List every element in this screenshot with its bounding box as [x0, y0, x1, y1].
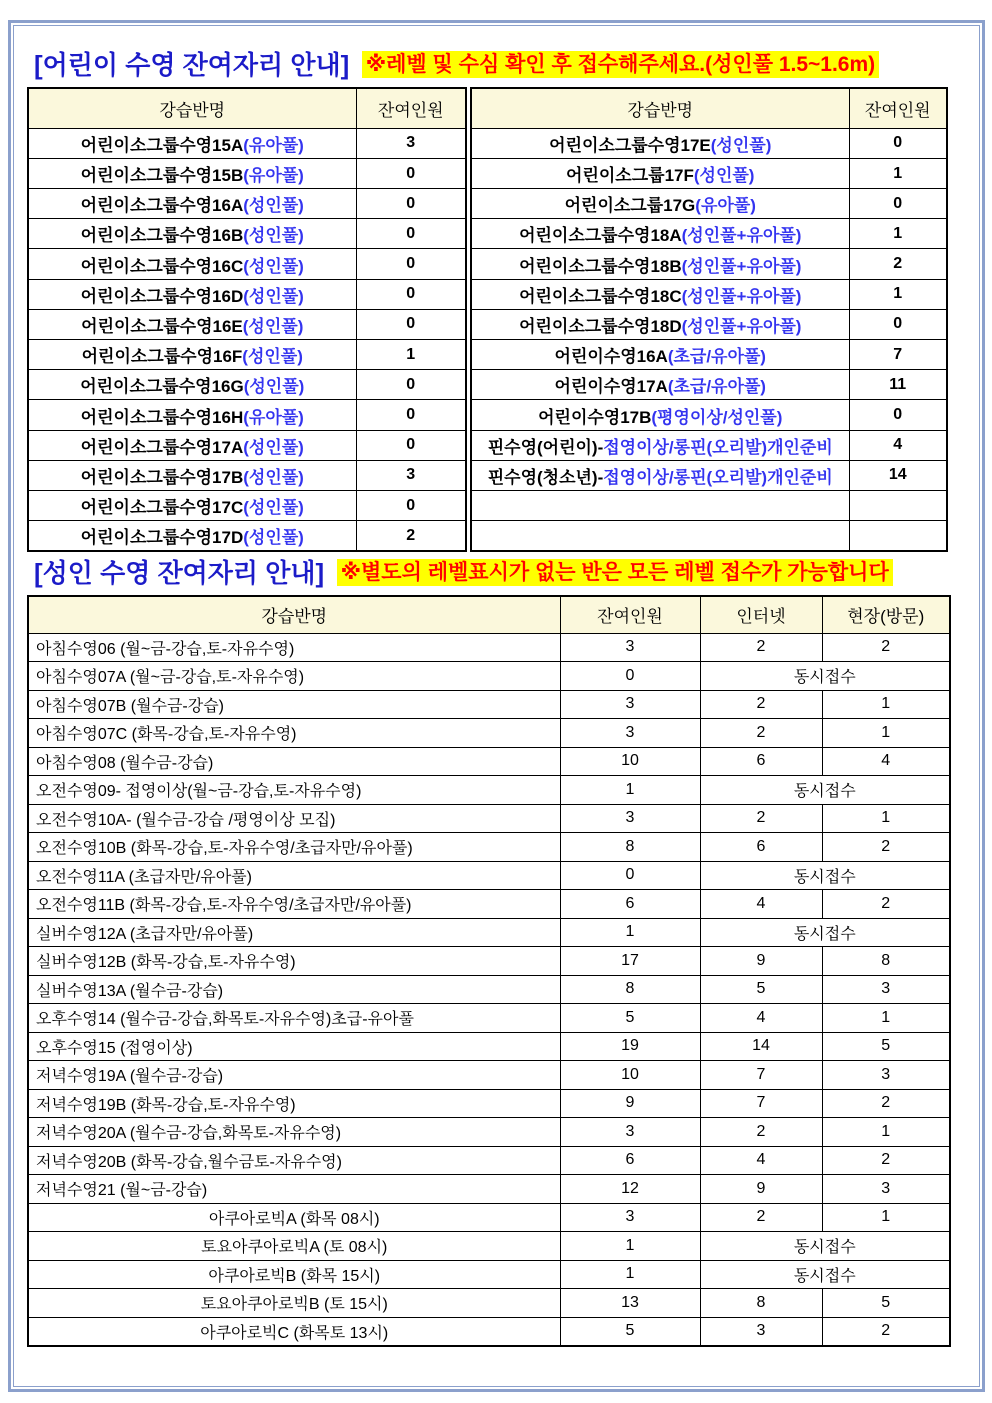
table-row — [471, 189, 947, 219]
children-section-note: ※레벨 및 수심 확인 후 접수해주세요.(성인풀 1.5~1.6m) — [362, 51, 879, 78]
table-row — [28, 1118, 950, 1147]
class-name-black-part: 어린이소그룹수영18D — [519, 316, 682, 336]
table-row — [471, 521, 947, 551]
internet-count-cell: 3 — [700, 1317, 822, 1346]
table-row — [28, 1146, 950, 1175]
class-name-cell: 실버수영12A (초급자만/유아풀) — [28, 918, 560, 947]
table-row — [471, 158, 947, 188]
class-name-black-part: 어린이소그룹수영17A — [80, 437, 244, 457]
class-name-cell — [471, 128, 849, 158]
class-name-cell — [471, 370, 849, 400]
remaining-count-cell: 0 — [560, 861, 700, 890]
class-name-cell — [28, 189, 356, 219]
internet-count-cell: 2 — [700, 1118, 822, 1147]
remaining-count-cell: 3 — [560, 633, 700, 662]
table-row — [28, 804, 950, 833]
class-name-cell — [28, 521, 356, 551]
class-name-header: 강습반명 — [28, 596, 560, 633]
table-row — [28, 633, 950, 662]
class-pool-blue-part: (성인풀) — [243, 498, 304, 518]
class-pool-blue-part: (유아풀) — [243, 135, 304, 155]
onsite-count-cell: 5 — [822, 1032, 950, 1061]
class-name-black-part: 어린이소그룹수영16C — [80, 256, 244, 276]
table-row — [471, 309, 947, 339]
class-name-cell — [28, 340, 356, 370]
table-row — [471, 400, 947, 430]
onsite-count-cell: 2 — [822, 890, 950, 919]
table-row — [28, 1317, 950, 1346]
table-row — [28, 1289, 950, 1318]
simultaneous-registration-cell: 동시접수 — [700, 662, 950, 691]
class-name-black-part: 어린이소그룹수영18C — [519, 286, 682, 306]
class-name-cell: 오전수영11A (초급자만/유아풀) — [28, 861, 560, 890]
class-name-cell: 오전수영11B (화목-강습,토-자유수영/초급자만/유아풀) — [28, 890, 560, 919]
remaining-count-cell: 3 — [356, 128, 466, 158]
class-name-cell — [28, 219, 356, 249]
table-row — [28, 776, 950, 805]
table-row — [28, 309, 466, 339]
class-name-cell: 실버수영13A (월수금-강습) — [28, 975, 560, 1004]
onsite-count-cell: 3 — [822, 975, 950, 1004]
onsite-header: 현장(방문) — [822, 596, 950, 633]
simultaneous-registration-cell: 동시접수 — [700, 776, 950, 805]
internet-count-cell: 2 — [700, 690, 822, 719]
class-pool-blue-part: (성인풀) — [243, 528, 304, 548]
remaining-header: 잔여인원 — [560, 596, 700, 633]
remaining-count-cell: 0 — [356, 249, 466, 279]
class-name-black-part: 핀수영(어린이)- — [487, 437, 604, 457]
children-section-title: [어린이 수영 잔여자리 안내] — [34, 50, 350, 80]
onsite-count-cell: 1 — [822, 1118, 950, 1147]
onsite-count-cell: 2 — [822, 633, 950, 662]
simultaneous-registration-cell: 동시접수 — [700, 1232, 950, 1261]
remaining-count-cell: 1 — [560, 1232, 700, 1261]
remaining-count-cell: 0 — [849, 400, 947, 430]
remaining-count-cell: 0 — [356, 158, 466, 188]
table-row — [28, 521, 466, 551]
table-row — [471, 490, 947, 520]
remaining-count-cell: 6 — [560, 1146, 700, 1175]
remaining-count-cell — [849, 490, 947, 520]
remaining-count-cell: 3 — [560, 1118, 700, 1147]
class-pool-blue-part: (초급/유아풀) — [667, 347, 766, 367]
internet-count-cell: 6 — [700, 833, 822, 862]
onsite-count-cell: 1 — [822, 690, 950, 719]
class-name-cell — [28, 158, 356, 188]
class-name-black-part: 어린이소그룹수영16B — [80, 226, 244, 246]
children-tables-container — [27, 87, 966, 552]
class-name-cell — [28, 400, 356, 430]
class-name-cell — [28, 490, 356, 520]
table-row — [28, 279, 466, 309]
class-pool-blue-part: (평영이상/성인풀) — [651, 407, 783, 427]
class-pool-blue-part: 접영이상/롱핀(오리발)개인준비 — [603, 467, 833, 487]
class-pool-blue-part: (성인풀) — [243, 437, 304, 457]
class-name-black-part: 어린이소그룹수영17E — [549, 135, 711, 155]
onsite-count-cell: 3 — [822, 1061, 950, 1090]
table-row — [28, 833, 950, 862]
remaining-count-cell: 0 — [560, 662, 700, 691]
class-name-cell — [471, 340, 849, 370]
internet-count-cell: 8 — [700, 1289, 822, 1318]
table-header-row — [471, 88, 947, 128]
table-row — [28, 747, 950, 776]
remaining-count-cell: 1 — [849, 219, 947, 249]
class-name-cell: 아침수영07B (월수금-강습) — [28, 690, 560, 719]
table-row — [28, 861, 950, 890]
class-name-cell: 실버수영12B (화목-강습,토-자유수영) — [28, 947, 560, 976]
remaining-count-cell: 12 — [560, 1175, 700, 1204]
children-section-header — [34, 50, 966, 80]
class-name-black-part: 어린이소그룹17G — [564, 196, 696, 216]
class-name-cell: 아침수영07A (월~금-강습,토-자유수영) — [28, 662, 560, 691]
class-name-cell — [471, 460, 849, 490]
onsite-count-cell: 2 — [822, 1089, 950, 1118]
class-name-black-part: 어린이소그룹수영16H — [80, 407, 244, 427]
table-row — [471, 279, 947, 309]
table-row — [471, 370, 947, 400]
class-name-cell — [28, 430, 356, 460]
table-row — [28, 719, 950, 748]
remaining-count-cell: 1 — [560, 918, 700, 947]
table-row — [28, 662, 950, 691]
table-row — [28, 219, 466, 249]
onsite-count-cell: 5 — [822, 1289, 950, 1318]
remaining-count-cell: 3 — [356, 460, 466, 490]
class-name-black-part: 어린이소그룹수영18B — [519, 256, 682, 276]
internet-count-cell: 6 — [700, 747, 822, 776]
class-pool-blue-part: (성인풀) — [710, 135, 772, 155]
remaining-count-cell: 4 — [849, 430, 947, 460]
adult-section-header — [34, 558, 966, 588]
class-name-cell — [471, 249, 849, 279]
remaining-count-cell: 17 — [560, 947, 700, 976]
class-name-cell: 아침수영06 (월~금-강습,토-자유수영) — [28, 633, 560, 662]
class-name-cell: 저녁수영21 (월~금-강습) — [28, 1175, 560, 1204]
class-pool-blue-part: (성인풀) — [242, 316, 304, 336]
class-pool-blue-part: (성인풀+유아풀) — [681, 286, 802, 306]
table-row — [28, 1004, 950, 1033]
onsite-count-cell: 1 — [822, 804, 950, 833]
class-name-cell — [471, 279, 849, 309]
class-name-black-part: 어린이소그룹수영17D — [80, 528, 244, 548]
internet-count-cell: 4 — [700, 890, 822, 919]
table-row — [28, 1089, 950, 1118]
onsite-count-cell: 1 — [822, 1203, 950, 1232]
remaining-count-cell: 1 — [356, 340, 466, 370]
remaining-count-cell: 3 — [560, 1203, 700, 1232]
internet-count-cell: 4 — [700, 1004, 822, 1033]
class-name-cell: 오전수영10B (화목-강습,토-자유수영/초급자만/유아풀) — [28, 833, 560, 862]
remaining-count-cell: 0 — [849, 128, 947, 158]
class-pool-blue-part: (유아풀) — [243, 166, 304, 186]
remaining-count-cell: 1 — [560, 776, 700, 805]
table-row — [28, 460, 466, 490]
table-row — [471, 340, 947, 370]
remaining-count-cell: 9 — [560, 1089, 700, 1118]
onsite-count-cell: 2 — [822, 833, 950, 862]
internet-count-cell: 2 — [700, 719, 822, 748]
class-pool-blue-part: (성인풀) — [243, 467, 304, 487]
adult-section-title: [성인 수영 잔여자리 안내] — [34, 557, 325, 588]
table-row — [28, 490, 466, 520]
class-name-header: 강습반명 — [28, 88, 356, 128]
class-name-header: 강습반명 — [471, 88, 849, 128]
class-name-cell: 아침수영08 (월수금-강습) — [28, 747, 560, 776]
table-row — [28, 430, 466, 460]
table-row — [28, 918, 950, 947]
internet-count-cell: 9 — [700, 947, 822, 976]
class-name-black-part: 어린이수영17A — [554, 377, 668, 397]
table-row — [28, 890, 950, 919]
class-name-cell — [471, 189, 849, 219]
internet-count-cell: 7 — [700, 1089, 822, 1118]
internet-header: 인터넷 — [700, 596, 822, 633]
internet-count-cell: 14 — [700, 1032, 822, 1061]
simultaneous-registration-cell: 동시접수 — [700, 918, 950, 947]
remaining-count-cell: 10 — [560, 747, 700, 776]
onsite-count-cell: 8 — [822, 947, 950, 976]
class-name-black-part: 어린이소그룹수영17C — [80, 498, 244, 518]
remaining-count-cell: 0 — [356, 219, 466, 249]
class-name-black-part: 어린이소그룹수영15A — [80, 135, 244, 155]
internet-count-cell: 2 — [700, 633, 822, 662]
class-name-cell — [28, 128, 356, 158]
remaining-count-cell: 0 — [356, 309, 466, 339]
table-row — [471, 219, 947, 249]
internet-count-cell: 9 — [700, 1175, 822, 1204]
table-row — [28, 690, 950, 719]
remaining-count-cell: 0 — [356, 400, 466, 430]
remaining-count-cell: 5 — [560, 1004, 700, 1033]
remaining-count-cell: 3 — [560, 804, 700, 833]
table-row — [28, 400, 466, 430]
remaining-count-cell: 19 — [560, 1032, 700, 1061]
remaining-count-cell: 8 — [560, 975, 700, 1004]
onsite-count-cell: 2 — [822, 1317, 950, 1346]
table-row — [28, 1032, 950, 1061]
class-name-cell — [471, 490, 849, 520]
remaining-count-cell: 3 — [560, 719, 700, 748]
simultaneous-registration-cell: 동시접수 — [700, 1260, 950, 1289]
class-name-cell — [471, 158, 849, 188]
class-pool-blue-part: (성인풀+유아풀) — [681, 226, 802, 246]
remaining-header: 잔여인원 — [849, 88, 947, 128]
table-row — [28, 189, 466, 219]
table-row — [28, 1061, 950, 1090]
remaining-count-cell: 11 — [849, 370, 947, 400]
remaining-count-cell: 1 — [560, 1260, 700, 1289]
remaining-count-cell: 14 — [849, 460, 947, 490]
class-name-cell — [28, 249, 356, 279]
simultaneous-registration-cell: 동시접수 — [700, 861, 950, 890]
class-name-black-part: 어린이수영17B — [538, 407, 652, 427]
class-pool-blue-part: (성인풀) — [243, 286, 304, 306]
class-name-cell — [471, 430, 849, 460]
internet-count-cell: 7 — [700, 1061, 822, 1090]
class-name-cell — [28, 460, 356, 490]
class-pool-blue-part: (성인풀) — [693, 166, 755, 186]
class-name-black-part: 어린이소그룹수영18A — [519, 226, 682, 246]
adult-classes-table — [27, 595, 951, 1347]
remaining-count-cell: 5 — [560, 1317, 700, 1346]
table-row — [28, 128, 466, 158]
page-outer-frame — [8, 20, 985, 1392]
adult-section-note: ※별도의 레벨표시가 없는 반은 모든 레벨 접수가 가능합니다 — [337, 559, 893, 586]
onsite-count-cell: 4 — [822, 747, 950, 776]
class-name-cell — [28, 309, 356, 339]
table-row — [28, 1260, 950, 1289]
class-name-cell: 오후수영15 (접영이상) — [28, 1032, 560, 1061]
class-name-cell — [471, 309, 849, 339]
remaining-count-cell: 1 — [849, 158, 947, 188]
class-name-cell — [28, 279, 356, 309]
class-name-cell: 오전수영09- 접영이상(월~금-강습,토-자유수영) — [28, 776, 560, 805]
class-name-black-part: 어린이소그룹수영17B — [80, 467, 244, 487]
remaining-header: 잔여인원 — [356, 88, 466, 128]
table-row — [28, 975, 950, 1004]
class-pool-blue-part: (성인풀) — [243, 226, 304, 246]
class-name-black-part: 어린이소그룹수영16D — [80, 286, 244, 306]
class-pool-blue-part: (성인풀) — [243, 256, 304, 276]
table-row — [28, 1175, 950, 1204]
table-row — [28, 370, 466, 400]
remaining-count-cell: 0 — [356, 189, 466, 219]
class-pool-blue-part: (유아풀) — [243, 407, 304, 427]
class-pool-blue-part: (성인풀) — [243, 196, 304, 216]
class-pool-blue-part: (성인풀) — [243, 377, 305, 397]
class-name-cell: 저녁수영20B (화목-강습,월수금토-자유수영) — [28, 1146, 560, 1175]
table-row — [471, 249, 947, 279]
class-name-cell: 저녁수영19B (화목-강습,토-자유수영) — [28, 1089, 560, 1118]
table-row — [28, 249, 466, 279]
class-name-cell — [471, 400, 849, 430]
table-row — [28, 1232, 950, 1261]
class-name-cell: 저녁수영19A (월수금-강습) — [28, 1061, 560, 1090]
class-name-cell: 오전수영10A- (월수금-강습 /평영이상 모집) — [28, 804, 560, 833]
table-row — [471, 430, 947, 460]
remaining-count-cell: 8 — [560, 833, 700, 862]
page-inner-frame — [13, 25, 980, 1387]
children-classes-table-left — [27, 87, 467, 552]
class-name-cell: 아쿠아로빅C (화목토 13시) — [28, 1317, 560, 1346]
onsite-count-cell: 3 — [822, 1175, 950, 1204]
remaining-count-cell: 3 — [560, 690, 700, 719]
class-pool-blue-part: 접영이상/롱핀(오리발)개인준비 — [603, 437, 833, 457]
class-name-cell: 오후수영14 (월수금-강습,화목토-자유수영)초급-유아풀 — [28, 1004, 560, 1033]
remaining-count-cell: 0 — [356, 370, 466, 400]
class-name-black-part: 어린이소그룹수영16A — [80, 196, 244, 216]
remaining-count-cell: 10 — [560, 1061, 700, 1090]
table-row — [28, 158, 466, 188]
class-name-black-part: 어린이수영16A — [554, 347, 668, 367]
class-name-cell: 토요아쿠아로빅B (토 15시) — [28, 1289, 560, 1318]
class-name-black-part: 어린이소그룹수영16F — [81, 347, 243, 367]
table-header-row — [28, 88, 466, 128]
class-name-black-part: 어린이소그룹17F — [566, 166, 694, 186]
class-name-black-part: 어린이소그룹수영15B — [80, 166, 244, 186]
table-row — [28, 1203, 950, 1232]
remaining-count-cell: 0 — [356, 279, 466, 309]
remaining-count-cell: 1 — [849, 279, 947, 309]
class-name-cell: 아침수영07C (화목-강습,토-자유수영) — [28, 719, 560, 748]
class-name-cell: 토요아쿠아로빅A (토 08시) — [28, 1232, 560, 1261]
table-header-row — [28, 596, 950, 633]
remaining-count-cell: 2 — [356, 521, 466, 551]
table-row — [471, 460, 947, 490]
remaining-count-cell: 0 — [849, 189, 947, 219]
class-pool-blue-part: (성인풀+유아풀) — [681, 316, 802, 336]
class-pool-blue-part: (유아풀) — [695, 196, 756, 216]
internet-count-cell: 4 — [700, 1146, 822, 1175]
class-name-cell — [471, 219, 849, 249]
remaining-count-cell: 0 — [849, 309, 947, 339]
class-pool-blue-part: (초급/유아풀) — [667, 377, 766, 397]
onsite-count-cell: 2 — [822, 1146, 950, 1175]
remaining-count-cell: 13 — [560, 1289, 700, 1318]
remaining-count-cell — [849, 521, 947, 551]
internet-count-cell: 2 — [700, 804, 822, 833]
class-name-black-part: 어린이소그룹수영16E — [81, 316, 243, 336]
remaining-count-cell: 0 — [356, 430, 466, 460]
class-name-cell: 아쿠아로빅B (화목 15시) — [28, 1260, 560, 1289]
internet-count-cell: 5 — [700, 975, 822, 1004]
class-pool-blue-part: (성인풀+유아풀) — [681, 256, 802, 276]
remaining-count-cell: 7 — [849, 340, 947, 370]
children-classes-table-right — [470, 87, 948, 552]
remaining-count-cell: 2 — [849, 249, 947, 279]
internet-count-cell: 2 — [700, 1203, 822, 1232]
table-row — [28, 947, 950, 976]
class-name-cell: 아쿠아로빅A (화목 08시) — [28, 1203, 560, 1232]
class-pool-blue-part: (성인풀) — [242, 347, 303, 367]
remaining-count-cell: 6 — [560, 890, 700, 919]
onsite-count-cell: 1 — [822, 1004, 950, 1033]
class-name-cell — [471, 521, 849, 551]
class-name-cell — [28, 370, 356, 400]
class-name-cell: 저녁수영20A (월수금-강습,화목토-자유수영) — [28, 1118, 560, 1147]
onsite-count-cell: 1 — [822, 719, 950, 748]
table-row — [471, 128, 947, 158]
table-row — [28, 340, 466, 370]
class-name-black-part: 핀수영(청소년)- — [487, 467, 604, 487]
remaining-count-cell: 0 — [356, 490, 466, 520]
class-name-black-part: 어린이소그룹수영16G — [80, 377, 244, 397]
